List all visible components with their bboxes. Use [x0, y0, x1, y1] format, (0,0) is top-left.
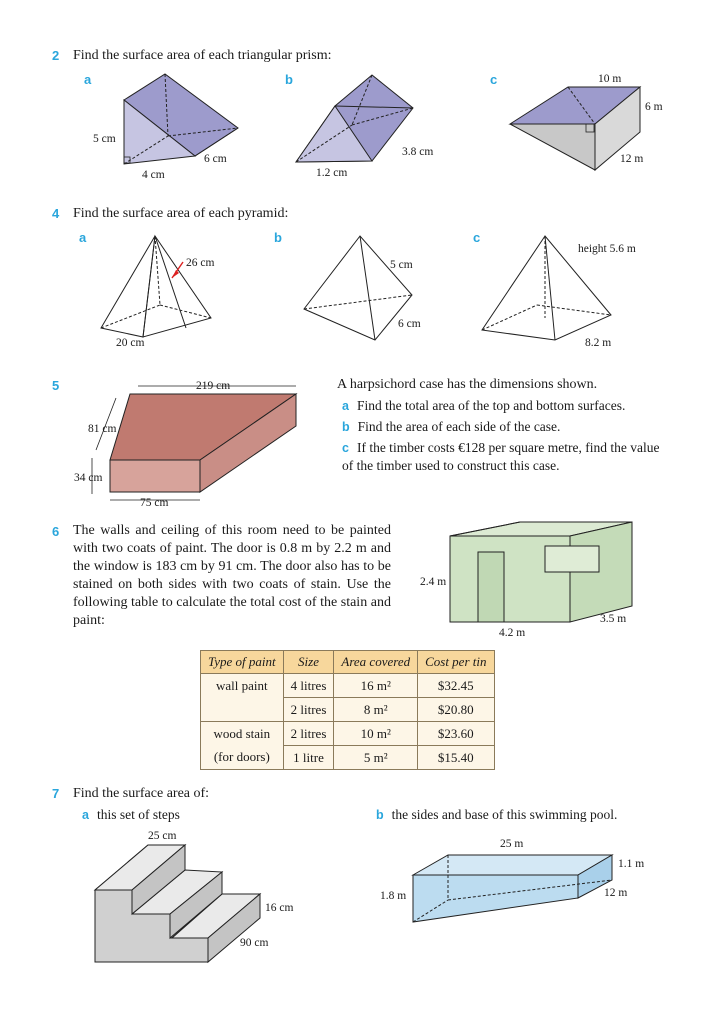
- harpsichord-label: 34 cm: [74, 472, 103, 484]
- prism-b-label: 1.2 cm: [316, 167, 348, 179]
- part-label: c: [473, 230, 481, 245]
- pool-label: 1.8 m: [380, 890, 407, 902]
- pool-label: 1.1 m: [618, 858, 645, 870]
- item-label: b: [342, 420, 350, 434]
- table-cell: $20.80: [418, 698, 494, 722]
- pyramid-b-label: 6 cm: [398, 318, 421, 330]
- part-label: c: [490, 72, 498, 87]
- table-cell: 8 m²: [334, 698, 418, 722]
- table-cell: 10 m²: [334, 722, 418, 746]
- part-label: b: [285, 72, 293, 87]
- room-label: 3.5 m: [600, 613, 627, 625]
- item-label: a: [82, 808, 89, 822]
- item-text: the sides and base of this swimming pool.: [391, 807, 618, 822]
- steps-label: 16 cm: [265, 902, 294, 914]
- steps-label: 90 cm: [240, 937, 269, 949]
- question-text: The walls and ceiling of this room need to be painted with two coats of paint. The door is 0.8 m by 2.2 m and the window is 183 cm by 91 cm. The door also has to be stained on both sides with two coats of stain. Use the following table to calculate the total cost of the stain and paint:: [73, 523, 391, 628]
- table-cell: 5 m²: [334, 746, 418, 770]
- part-label: b: [274, 230, 282, 245]
- prism-c-label: 10 m: [598, 73, 622, 85]
- table-header: Area covered: [334, 651, 418, 674]
- item-text: If the timber costs €128 per square metre, find the value of the timber used to construct this case.: [342, 440, 660, 473]
- table-header: Type of paint: [201, 651, 284, 674]
- pyramid-a-label: 26 cm: [186, 257, 215, 269]
- table-cell: $15.40: [418, 746, 494, 770]
- question-number: 5: [52, 378, 60, 393]
- pyramid-c-label: 8.2 m: [585, 337, 612, 349]
- prism-a-label: 4 cm: [142, 169, 165, 181]
- harpsichord-label: 81 cm: [88, 423, 117, 435]
- prism-a-label: 5 cm: [93, 133, 116, 145]
- question-number: 6: [52, 524, 60, 539]
- table-cell: 1 litre: [283, 746, 334, 770]
- item-text: this set of steps: [96, 807, 180, 822]
- item-label: b: [376, 808, 384, 822]
- table-cell: $32.45: [418, 674, 494, 698]
- harpsichord-label: 219 cm: [196, 380, 231, 392]
- prism-b-label: 3.8 cm: [402, 146, 434, 158]
- question-text: Find the surface area of each triangular prism:: [73, 48, 332, 63]
- room-label: 2.4 m: [420, 576, 447, 588]
- table-cell: (for doors): [201, 746, 284, 770]
- table-header: Cost per tin: [418, 651, 494, 674]
- pyramid-a-label: 20 cm: [116, 337, 145, 349]
- pyramid-c-label: height 5.6 m: [578, 243, 636, 255]
- steps-label: 25 cm: [148, 830, 177, 842]
- table-cell: 4 litres: [283, 674, 334, 698]
- table-cell: 2 litres: [283, 698, 334, 722]
- pool-label: 12 m: [604, 887, 628, 899]
- question-number: 2: [52, 48, 60, 63]
- item-text: Find the area of each side of the case.: [357, 419, 561, 434]
- prism-c-label: 6 m: [645, 101, 663, 113]
- question-number: 7: [52, 786, 60, 801]
- table-cell: wall paint: [201, 674, 284, 698]
- pyramid-b-label: 5 cm: [390, 259, 413, 271]
- question-text: Find the surface area of:: [73, 786, 210, 801]
- harpsichord-label: 75 cm: [140, 497, 169, 509]
- part-label: a: [79, 230, 87, 245]
- question-intro: A harpsichord case has the dimensions shown.: [337, 377, 598, 392]
- part-label: a: [84, 72, 92, 87]
- table-cell: $23.60: [418, 722, 494, 746]
- pool-label: 25 m: [500, 838, 524, 850]
- prism-c-label: 12 m: [620, 153, 644, 165]
- table-cell: 16 m²: [334, 674, 418, 698]
- item-label: c: [342, 441, 349, 455]
- item-text: Find the total area of the top and bottom surfaces.: [356, 398, 626, 413]
- prism-a-label: 6 cm: [204, 153, 227, 165]
- room-label: 4.2 m: [499, 627, 526, 639]
- table-cell: 2 litres: [283, 722, 334, 746]
- item-label: a: [342, 399, 349, 413]
- table-cell: wood stain: [201, 722, 284, 746]
- question-text: Find the surface area of each pyramid:: [73, 206, 289, 221]
- question-number: 4: [52, 206, 60, 221]
- table-header: Size: [283, 651, 334, 674]
